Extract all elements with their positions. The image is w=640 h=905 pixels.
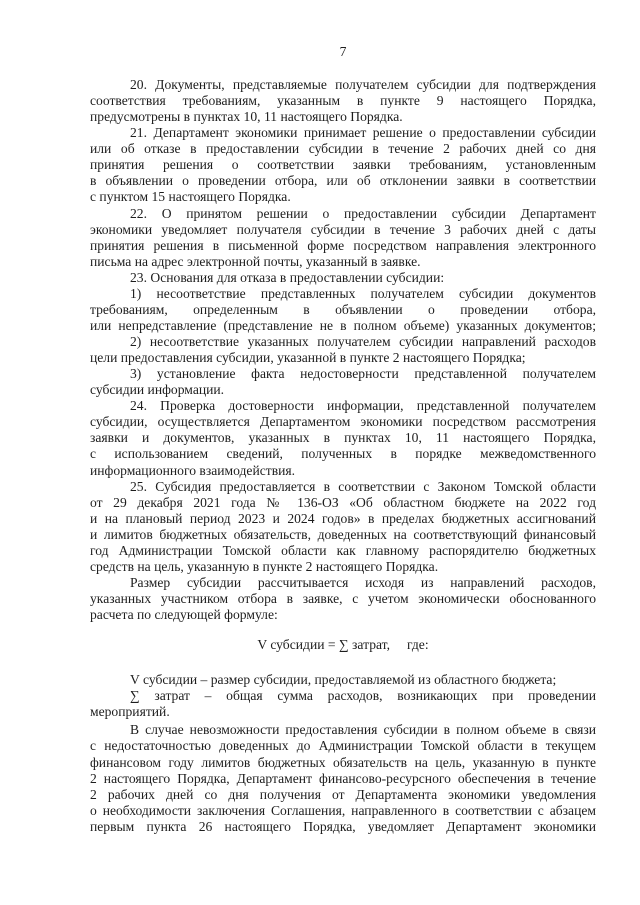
text-line: или об отказе в предоставлении субсидии в течение 2 рабочих дней со дня — [90, 141, 596, 157]
text-line: цели предоставления субсидии, указанной в пункте 2 настоящего Порядка; — [90, 350, 526, 366]
text-line: с пунктом 15 настоящего Порядка. — [90, 189, 291, 205]
text-line: расчета по следующей формуле: — [90, 607, 278, 623]
clause-25 — [90, 479, 596, 575]
text-line: с использованием сведений, полученных в порядке межведомственного — [90, 446, 596, 462]
text-line: финансовом году лимитов бюджетных обязательств на цель, указанную в пункте — [90, 754, 596, 770]
text-line: указанных участником отбора в заявке, с учетом экономически обоснованного — [90, 591, 596, 606]
text-line: экономики уведомляет получателя субсидии в течение 3 рабочих дней с даты — [90, 221, 596, 237]
text-line: 1) несоответствие представленных получателем субсидии документов — [130, 285, 596, 301]
refusal-ground-1 — [90, 286, 596, 334]
text-line: требованиям, определенным в объявлении о проведении отбора, — [90, 301, 596, 317]
subsidy-size-paragraph — [90, 575, 596, 623]
text-line: и на плановый период 2023 и 2024 годов» в пределах бюджетных ассигнований — [90, 510, 596, 526]
text-line: письма на адрес электронной почты, указанный в заявке. — [90, 253, 421, 269]
text-line: первым пункта 26 настоящего Порядка, уведомляет Департамент экономики — [90, 818, 596, 834]
clause-24 — [90, 398, 596, 478]
text-line: принятия решения о соответствии заявки требованиям, установленным — [90, 157, 596, 173]
refusal-ground-3 — [90, 366, 596, 398]
text-line: Размер субсидии рассчитывается исходя из направлений расходов, — [130, 574, 596, 590]
clause-23-heading — [90, 270, 596, 286]
formula-definition-v — [90, 672, 596, 688]
formula-definition-sum — [90, 688, 596, 720]
text-line: или непредставление (представление не в полном объеме) указанных документов; — [90, 317, 596, 333]
text-line: 2 настоящего Порядка, Департамент финансово-ресурсного обеспечения в течение — [90, 770, 596, 786]
subsidy-formula: V субсидии = ∑ затрат, где: — [257, 637, 429, 653]
text-line: 23. Основания для отказа в предоставлении субсидии: — [130, 269, 445, 285]
document-body — [90, 77, 596, 835]
refusal-ground-2 — [90, 334, 596, 366]
text-line: 21. Департамент экономики принимает решение о предоставлении субсидии — [130, 125, 596, 141]
text-line: V субсидии – размер субсидии, предоставляемой из областного бюджета; — [130, 672, 557, 688]
text-line: в объявлении о проведении отбора, или об отклонении заявки в соответствии — [90, 173, 596, 189]
text-line: средств на цель, указанную в пункте 2 настоящего Порядка. — [90, 558, 439, 574]
text-line: соответствия требованиям, указанным в пункте 9 настоящего Порядка, — [90, 93, 596, 109]
text-line: 24. Проверка достоверности информации, представленной получателем — [130, 398, 596, 414]
insufficient-funds-paragraph — [90, 722, 596, 834]
text-line: 2) несоответствие указанных получателем субсидии направлений расходов — [130, 334, 596, 349]
text-line: 22. О принятом решении о предоставлении субсидии Департамент — [130, 205, 596, 221]
text-line: заявки и документов, указанных в пунктах 10, 11 настоящего Порядка, — [90, 430, 596, 446]
text-line: предусмотрены в пунктах 10, 11 настоящего Порядка. — [90, 109, 403, 125]
page-number: 7 — [339, 44, 347, 59]
text-line: год Администрации Томской области как главному распорядителю бюджетных — [90, 542, 596, 558]
text-line: мероприятий. — [90, 704, 170, 720]
text-line: субсидии, осуществляется Департаментом экономики посредством рассмотрения — [90, 414, 596, 430]
text-line: 2 рабочих дней со дня получения от Департамента экономики уведомления — [90, 786, 596, 802]
text-line: информационного взаимодействия. — [90, 462, 296, 478]
clause-22 — [90, 206, 596, 270]
clause-21 — [90, 125, 596, 205]
text-line: субсидии информации. — [90, 382, 225, 398]
text-line: с недостаточностью доведенных до Администрации Томской области в текущем — [90, 738, 596, 754]
clause-20 — [90, 77, 596, 125]
text-line: 25. Субсидия предоставляется в соответствии с Законом Томской области — [130, 478, 596, 494]
text-line: ∑ затрат – общая сумма расходов, возникающих при проведении — [130, 688, 596, 704]
text-line: 20. Документы, представляемые получателем субсидии для подтверждения — [130, 77, 596, 92]
text-line: о необходимости заключения Соглашения, направленного в соответствии с абзацем — [90, 802, 596, 818]
text-line: и лимитов бюджетных обязательств, доведенных на соответствующий финансовый — [90, 526, 596, 542]
text-line: 3) установление факта недостоверности представленной получателем — [130, 366, 596, 382]
text-line: принятия решения в письменной форме посредством направления электронного — [90, 237, 596, 253]
text-line: В случае невозможности предоставления субсидии в полном объеме в связи — [130, 722, 596, 738]
text-line: от 29 декабря 2021 года № 136-ОЗ «Об областном бюджете на 2022 год — [90, 494, 596, 510]
